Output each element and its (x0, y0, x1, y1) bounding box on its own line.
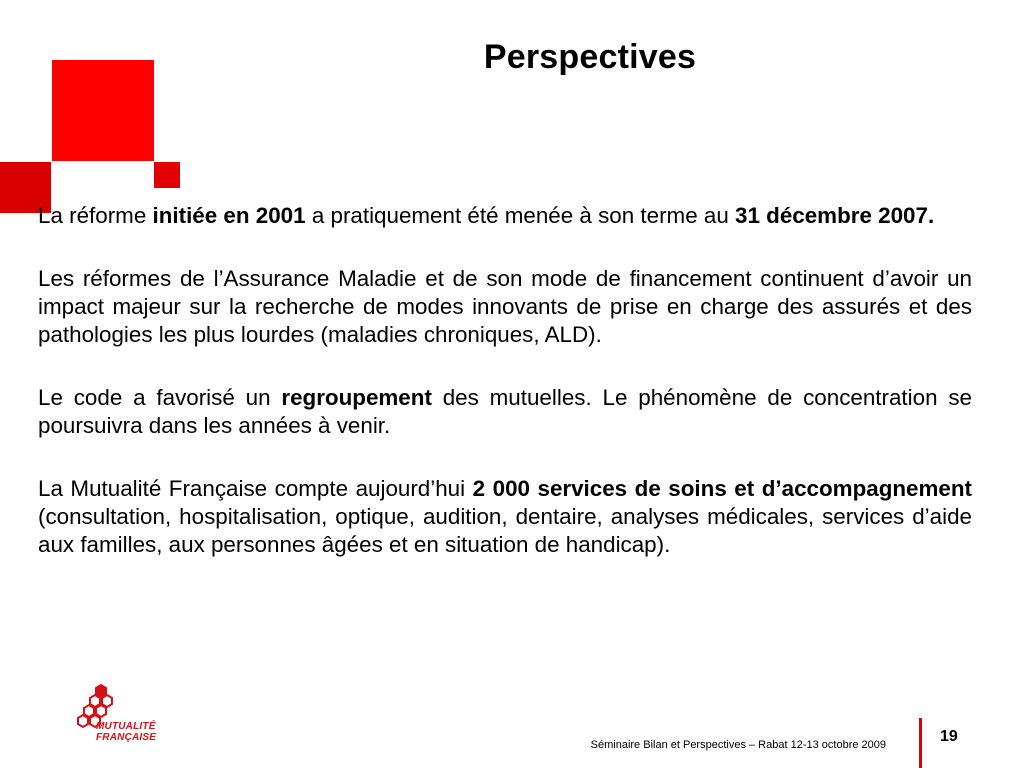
emphasis-text: 2 000 services de soins et d’accompagnement (472, 476, 972, 501)
body-paragraph (38, 202, 972, 230)
footer-text: Séminaire Bilan et Perspectives – Rabat 12-13 octobre 2009 (590, 739, 886, 751)
emphasis-text: 31 décembre 2007. (735, 203, 935, 228)
footer-divider (919, 718, 922, 768)
body-paragraph (38, 384, 972, 440)
paragraph-text: (consultation, hospitalisation, optique, audition, dentaire, analyses médicales, services d’aide aux familles, aux personnes âgées et en situation de handicap). (38, 504, 972, 557)
paragraph-text: Le code a favorisé un (38, 385, 282, 410)
paragraph-text: La réforme (38, 203, 153, 228)
paragraph-text: La Mutualité Française compte aujourd’hui (38, 476, 473, 501)
paragraph-text: des mutuelles. Le phénomène de concentration se poursuivra dans les années à venir. (38, 385, 973, 438)
emphasis-text: regroupement (281, 385, 432, 410)
logo-line-1: MUTUALITÉ (96, 721, 156, 732)
paragraph-text: Les réformes de l’Assurance Maladie et de son mode de financement continuent d’avoir un impact majeur sur la recherche de modes innovants de prise en charge des assurés et des pathologies les plus lourdes (maladies chroniques, ALD). (38, 266, 972, 347)
slide-title (0, 38, 1024, 77)
paragraph-text: a pratiquement été menée à son terme au (305, 203, 736, 228)
decorative-red-square-small (154, 162, 180, 188)
slide-body (38, 202, 972, 594)
body-paragraph (38, 475, 972, 559)
emphasis-text: initiée en 2001 (152, 203, 306, 228)
body-paragraph (38, 265, 972, 349)
logo-line-2: FRANÇAISE (96, 732, 157, 743)
page-number: 19 (940, 728, 958, 745)
logo-wordmark (96, 721, 156, 743)
slide-title-text: Perspectives (483, 38, 697, 76)
